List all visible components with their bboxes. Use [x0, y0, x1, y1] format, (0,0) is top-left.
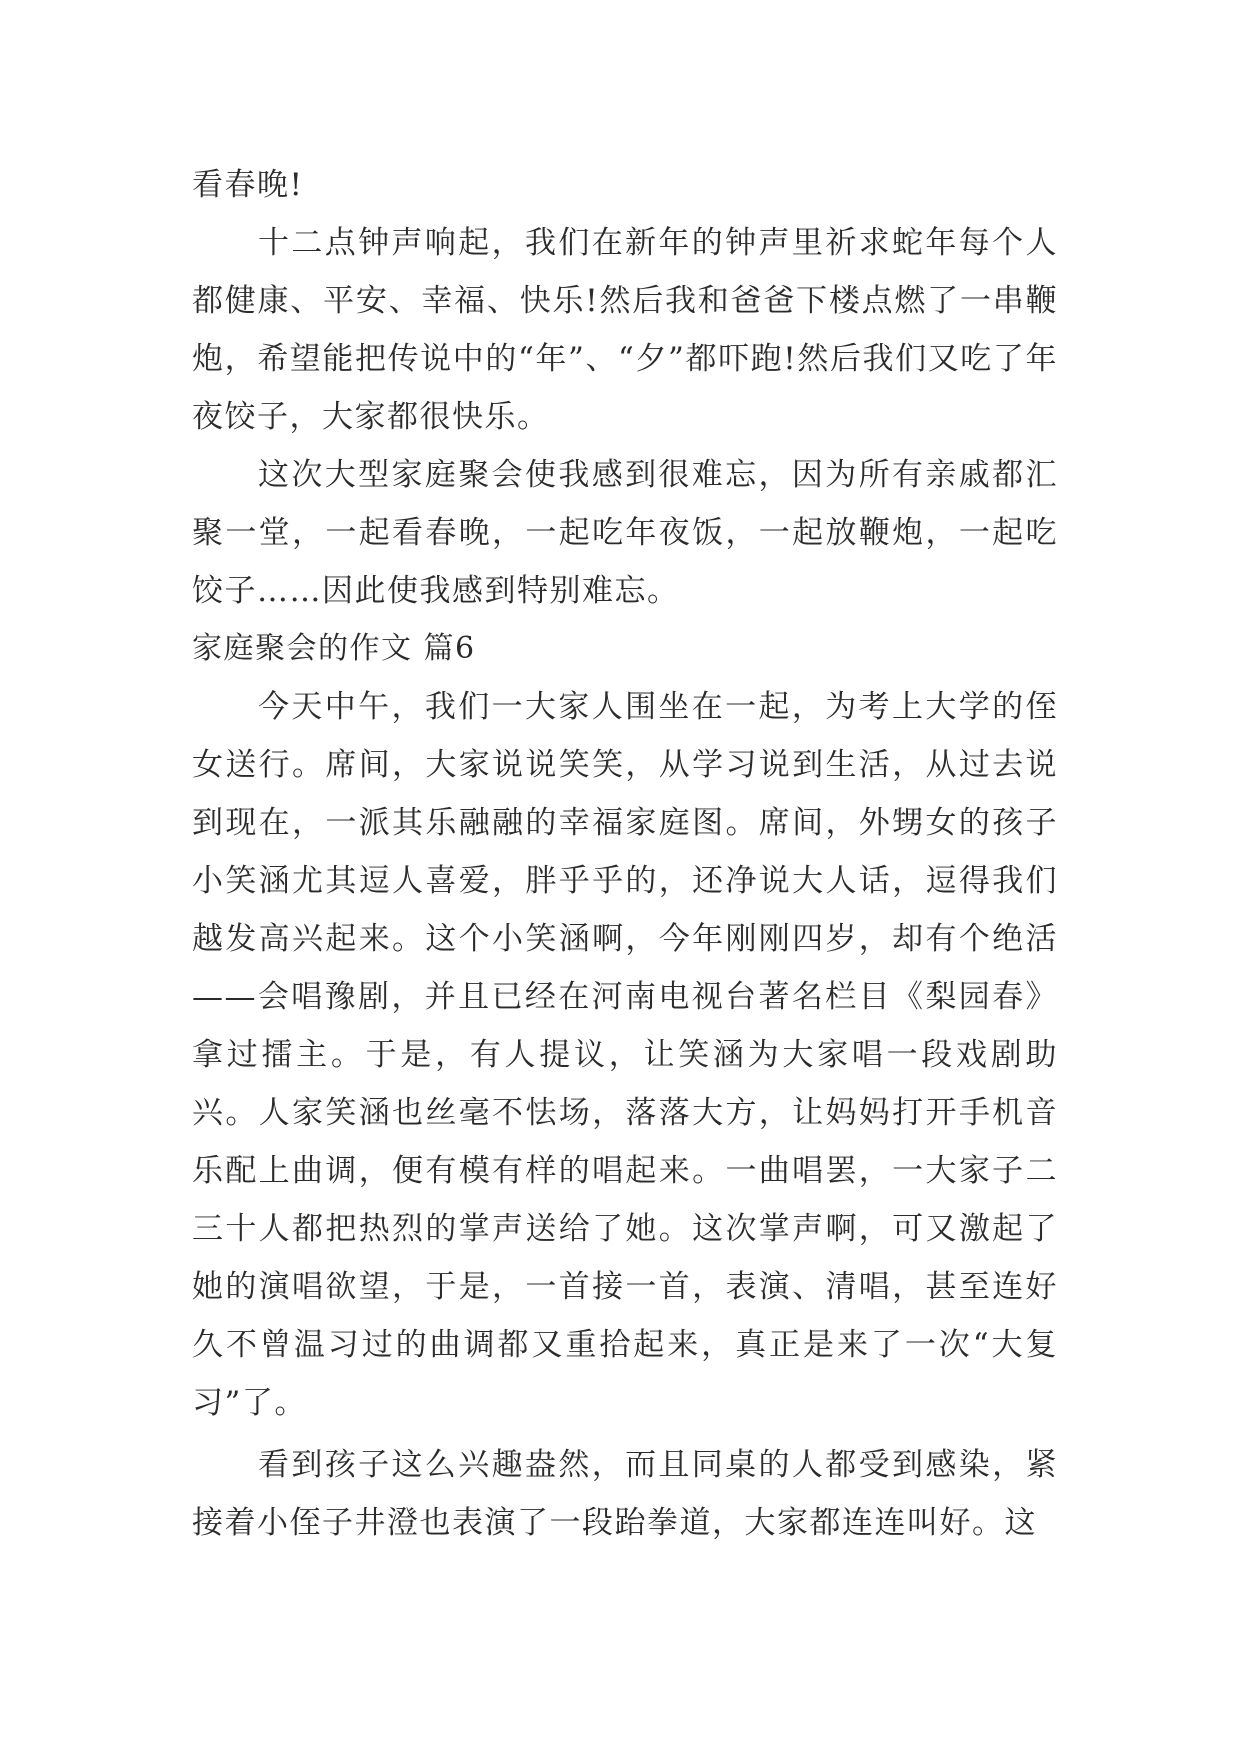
paragraph-1: 看春晚! — [192, 167, 304, 203]
paragraph-2: 十二点钟声响起，我们在新年的钟声里祈求蛇年每个人都健康、平安、幸福、快乐!然后我和爸爸下楼点燃了一串鞭炮，希望能把传说中的“年”、“夕”都吓跑!然后我们又吃了年夜饺子，大家都很快乐。 — [192, 225, 1058, 435]
document-body — [192, 156, 1058, 1552]
paragraph-5: 看到孩子这么兴趣盎然，而且同桌的人都受到感染，紧接着小侄子井澄也表演了一段跆拳道，大家都连连叫好。这 — [192, 1447, 1058, 1541]
paragraph-3: 这次大型家庭聚会使我感到很难忘，因为所有亲戚都汇聚一堂，一起看春晚，一起吃年夜饭，一起放鞭炮，一起吃饺子……因此使我感到特别难忘。 — [192, 457, 1058, 609]
section-title: 家庭聚会的作文 篇6 — [192, 631, 476, 666]
paragraph-4: 今天中午，我们一大家人围坐在一起，为考上大学的侄女送行。席间，大家说说笑笑，从学习说到生活，从过去说到现在，一派其乐融融的幸福家庭图。席间，外甥女的孩子小笑涵尤其逗人喜爱，胖乎乎的，还净说大人话，逗得我们越发高兴起来。这个小笑涵啊，今年刚刚四岁，却有个绝活——会唱豫剧，并且已经在河南电视台著名栏目《梨园春》拿过擂主。于是，有人提议，让笑涵为大家唱一段戏剧助兴。人家笑涵也丝毫不怯场，落落大方，让妈妈打开手机音乐配上曲调，便有模有样的唱起来。一曲唱罢，一大家子二三十人都把热烈的掌声送给了她。这次掌声啊，可又激起了她的演唱欲望，于是，一首接一首，表演、清唱，甚至连好久不曾温习过的曲调都又重拾起来，真正是来了一次“大复习”了。 — [192, 689, 1058, 1421]
